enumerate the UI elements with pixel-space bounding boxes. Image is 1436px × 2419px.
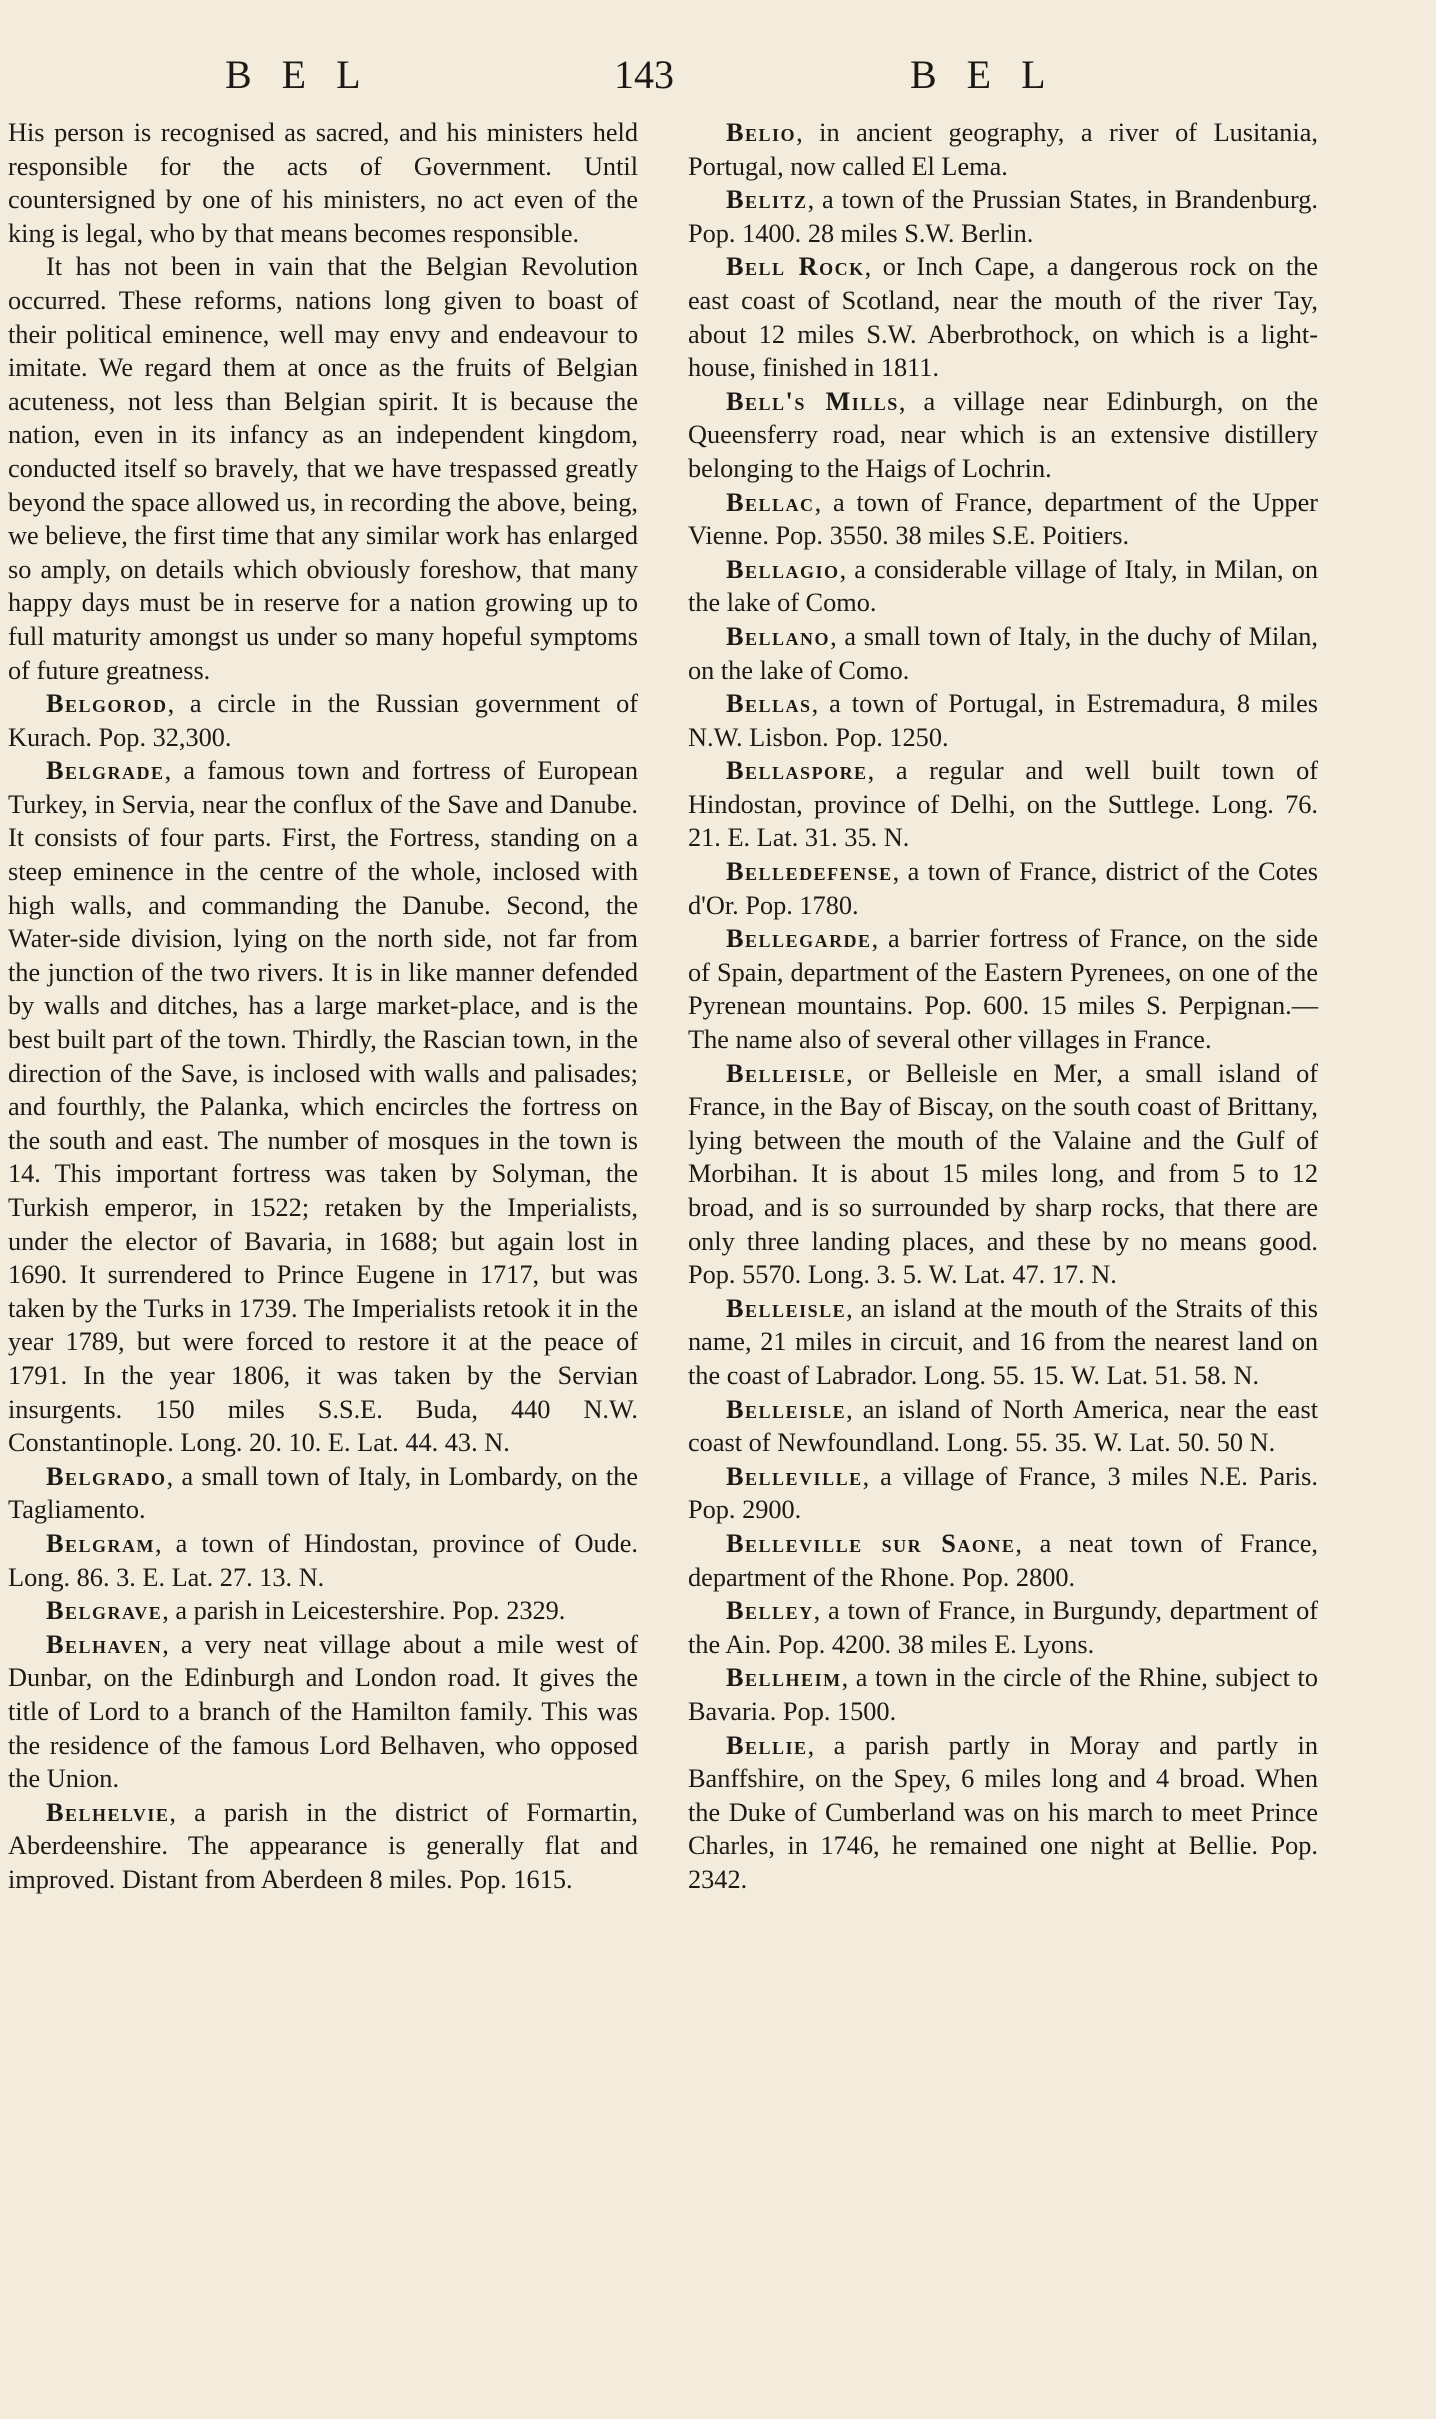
entry-text: It has not been in vain that the Belgian Revolution occurred. These reforms, nations long given to boast of their political eminence, well may envy and endeavour to imitate. We regard them at once as the fruits of Belgian acuteness, not less than Belgian spirit. It is because the nation, even in its infancy as an independent kingdom, conducted itself so bravely, that we have trespassed greatly beyond the space allowed us, in recording the above, being, we believe, the first time that any similar work has enlarged so amply, on details which obviously foreshow, that many happy days must be in reserve for a nation growing up to full maturity amongst us under so many hopeful symptoms of future greatness.: [8, 252, 638, 685]
entry-headword: Bellegarde: [726, 924, 872, 954]
entry-headword: Belleville: [726, 1461, 863, 1491]
entry: [8, 754, 638, 1459]
entry-text: , a circle in the Russian government of Kurach. Pop. 32,300.: [8, 689, 638, 752]
entry: [8, 1594, 638, 1628]
entry-text: , a town of France, district of the Cotes d'Or. Pop. 1780.: [688, 857, 1318, 920]
entry-headword: Belleisle: [726, 1058, 847, 1088]
entry: [688, 250, 1318, 384]
entry-text: , a small town of Italy, in Lombardy, on the Tagliamento.: [8, 1461, 638, 1525]
entry-headword: Bellas: [726, 689, 812, 719]
header-right-guide: BEL: [910, 52, 1076, 97]
entry-headword: Belhelvie: [46, 1797, 170, 1827]
entry-headword: Bell's Mills: [726, 386, 899, 416]
entry: [688, 1527, 1318, 1594]
entry-text: , an island of North America, near the east coast of Newfoundland. Long. 55. 35. W. Lat. 50. 50 N.: [688, 1394, 1318, 1458]
entry: [688, 1460, 1318, 1527]
entry: [8, 250, 638, 687]
entry-headword: Belleville sur Saone: [726, 1528, 1016, 1558]
entry-headword: Bellie: [726, 1730, 808, 1760]
entry-text: , a town of the Prussian States, in Brandenburg. Pop. 1400. 28 miles S.W. Berlin.: [688, 185, 1318, 248]
entry-headword: Belgrade: [46, 756, 165, 786]
entry: [688, 1661, 1318, 1728]
entry-headword: Belgrado: [46, 1461, 167, 1491]
entry: [688, 385, 1318, 486]
entry-headword: Belleisle: [726, 1394, 847, 1424]
entry-text: His person is recognised as sacred, and his ministers held responsible for the acts of Government. Until countersigned by one of his ministers, no act even of the king is legal, who by that means becomes responsible.: [8, 118, 638, 248]
entry-text: , a town of France, in Burgundy, department of the Ain. Pop. 4200. 38 miles E. Lyons.: [688, 1596, 1318, 1659]
entry-headword: Belio: [726, 118, 797, 147]
entry: [688, 754, 1318, 855]
left-column: [8, 116, 638, 1896]
entry-headword: Bellagio: [726, 554, 840, 584]
entry: [688, 1594, 1318, 1661]
entry-text: , an island at the mouth of the Straits of this name, 21 miles in circuit, and 16 from the nearest land on the coast of Labrador. Long. 55. 15. W. Lat. 51. 58. N.: [688, 1293, 1318, 1390]
entry: [688, 1057, 1318, 1292]
page-number: 143: [614, 52, 674, 97]
entry: [8, 1527, 638, 1594]
header-left-guide: BEL: [225, 52, 391, 97]
entry-text: , or Belleisle en Mer, a small island of France, in the Bay of Biscay, on the south coast of Brittany, lying between the mouth of the Valaine and the Gulf of Morbihan. It is about 15 miles long, and from 5 to 12 broad, and is so surrounded by sharp rocks, that there are only three landing places, and these by no means good. Pop. 5570. Long. 3. 5. W. Lat. 47. 17. N.: [688, 1058, 1318, 1290]
entry-text: , a parish in the district of Formartin, Aberdeenshire. The appearance is generally flat and improved. Distant from Aberdeen 8 miles. Pop. 1615.: [8, 1797, 638, 1894]
entry-text: , a village of France, 3 miles N.E. Paris. Pop. 2900.: [688, 1461, 1318, 1525]
entry-headword: Belleisle: [726, 1293, 847, 1323]
entry: [8, 1796, 638, 1897]
entry-text: , a considerable village of Italy, in Milan, on the lake of Como.: [688, 554, 1318, 618]
entry-headword: Belley: [726, 1596, 814, 1626]
entry: [688, 116, 1318, 183]
running-header: [0, 50, 1436, 110]
entry: [688, 922, 1318, 1056]
entry-text: , a town in the circle of the Rhine, subject to Bavaria. Pop. 1500.: [688, 1663, 1318, 1726]
entry-headword: Bell Rock: [726, 252, 865, 282]
entry-text: , a very neat village about a mile west of Dunbar, on the Edinburgh and London road. It gives the title of Lord to a branch of the Hamilton family. This was the residence of the famous Lord Belhaven, who opposed the Union.: [8, 1629, 638, 1794]
entry: [688, 1729, 1318, 1897]
entry: [8, 687, 638, 754]
entry: [8, 1628, 638, 1796]
entry-text: , a town of Hindostan, province of Oude. Long. 86. 3. E. Lat. 27. 13. N.: [8, 1528, 638, 1592]
entry-headword: Belgrave: [46, 1596, 163, 1626]
entry-text: , a parish in Leicestershire. Pop. 2329.: [162, 1596, 566, 1626]
entry: [688, 620, 1318, 687]
entry-headword: Belhaven: [46, 1629, 163, 1659]
entry-text: , a town of France, department of the Upper Vienne. Pop. 3550. 38 miles S.E. Poitiers.: [688, 487, 1318, 551]
entry-text: , a neat town of France, department of the Rhone. Pop. 2800.: [688, 1528, 1318, 1592]
entry-text: , or Inch Cape, a dangerous rock on the east coast of Scotland, near the mouth of the river Tay, about 12 miles S.W. Aberbrothock, on which is a light-house, finished in 1811.: [688, 252, 1318, 383]
entry-headword: Belgram: [46, 1528, 156, 1558]
entry: [688, 687, 1318, 754]
entry-headword: Bellheim: [726, 1663, 842, 1693]
entry: [688, 486, 1318, 553]
entry: [8, 1460, 638, 1527]
entry-headword: Bellano: [726, 621, 831, 651]
entry: [688, 183, 1318, 250]
entry: [688, 553, 1318, 620]
entry-text: , a town of Portugal, in Estremadura, 8 miles N.W. Lisbon. Pop. 1250.: [688, 689, 1318, 752]
entry-text: , a village near Edinburgh, on the Queensferry road, near which is an extensive distillery belonging to the Haigs of Lochrin.: [688, 386, 1319, 483]
entry-text: , a famous town and fortress of European Turkey, in Servia, near the conflux of the Save and Danube. It consists of four parts. First, the Fortress, standing on a steep eminence in the centre of the whole, inclosed with high walls, and commanding the Danube. Second, the Water-side division, lying on the north side, not far from the junction of the two rivers. It is in like manner defended by walls and ditches, has a large market-place, and is the best built part of the town. Thirdly, the Rascian town, in the direction of the Save, is inclosed with walls and palisades; and fourthly, the Palanka, which encircles the fortress on the south and east. The number of mosques in the town is 14. This important fortress was taken by Solyman, the Turkish emperor, in 1522; retaken by the Imperialists, under the elector of Bavaria, in 1688; but again lost in 1690. It surrendered to Prince Eugene in 1717, but was taken by the Turks in 1739. The Imperialists retook it in the year 1789, but were forced to restore it at the peace of 1791. In the year 1806, it was taken by the Servian insurgents. 150 miles S.S.E. Buda, 440 N.W. Constantinople. Long. 20. 10. E. Lat. 44. 43. N.: [8, 756, 638, 1458]
entry: [8, 116, 638, 250]
entry-headword: Belledefense: [726, 857, 893, 887]
entry: [688, 1292, 1318, 1393]
entry-text: , a small town of Italy, in the duchy of Milan, on the lake of Como.: [688, 621, 1318, 685]
entry-text: , a parish partly in Moray and partly in Banffshire, on the Spey, 6 miles long and 4 broad. When the Duke of Cumberland was on his march to meet Prince Charles, in 1746, he remained one night at Bellie. Pop. 2342.: [688, 1730, 1318, 1894]
entry-text: , in ancient geography, a river of Lusitania, Portugal, now called El Lema.: [688, 118, 1318, 181]
entry-text: , a barrier fortress of France, on the side of Spain, department of the Eastern Pyrenees, on one of the Pyrenean mountains. Pop. 600. 15 miles S. Perpignan.— The name also of several other villages in France.: [688, 924, 1318, 1055]
entry-headword: Belgorod: [46, 689, 168, 719]
right-column: [688, 116, 1318, 1896]
entry: [688, 855, 1318, 922]
entry-text: , a regular and well built town of Hindostan, province of Delhi, on the Suttlege. Long. 76. 21. E. Lat. 31. 35. N.: [688, 756, 1318, 853]
entry-headword: Bellac: [726, 487, 815, 517]
entry-headword: Belitz: [726, 185, 808, 215]
entry-headword: Bellaspore: [726, 756, 868, 786]
entry: [688, 1393, 1318, 1460]
